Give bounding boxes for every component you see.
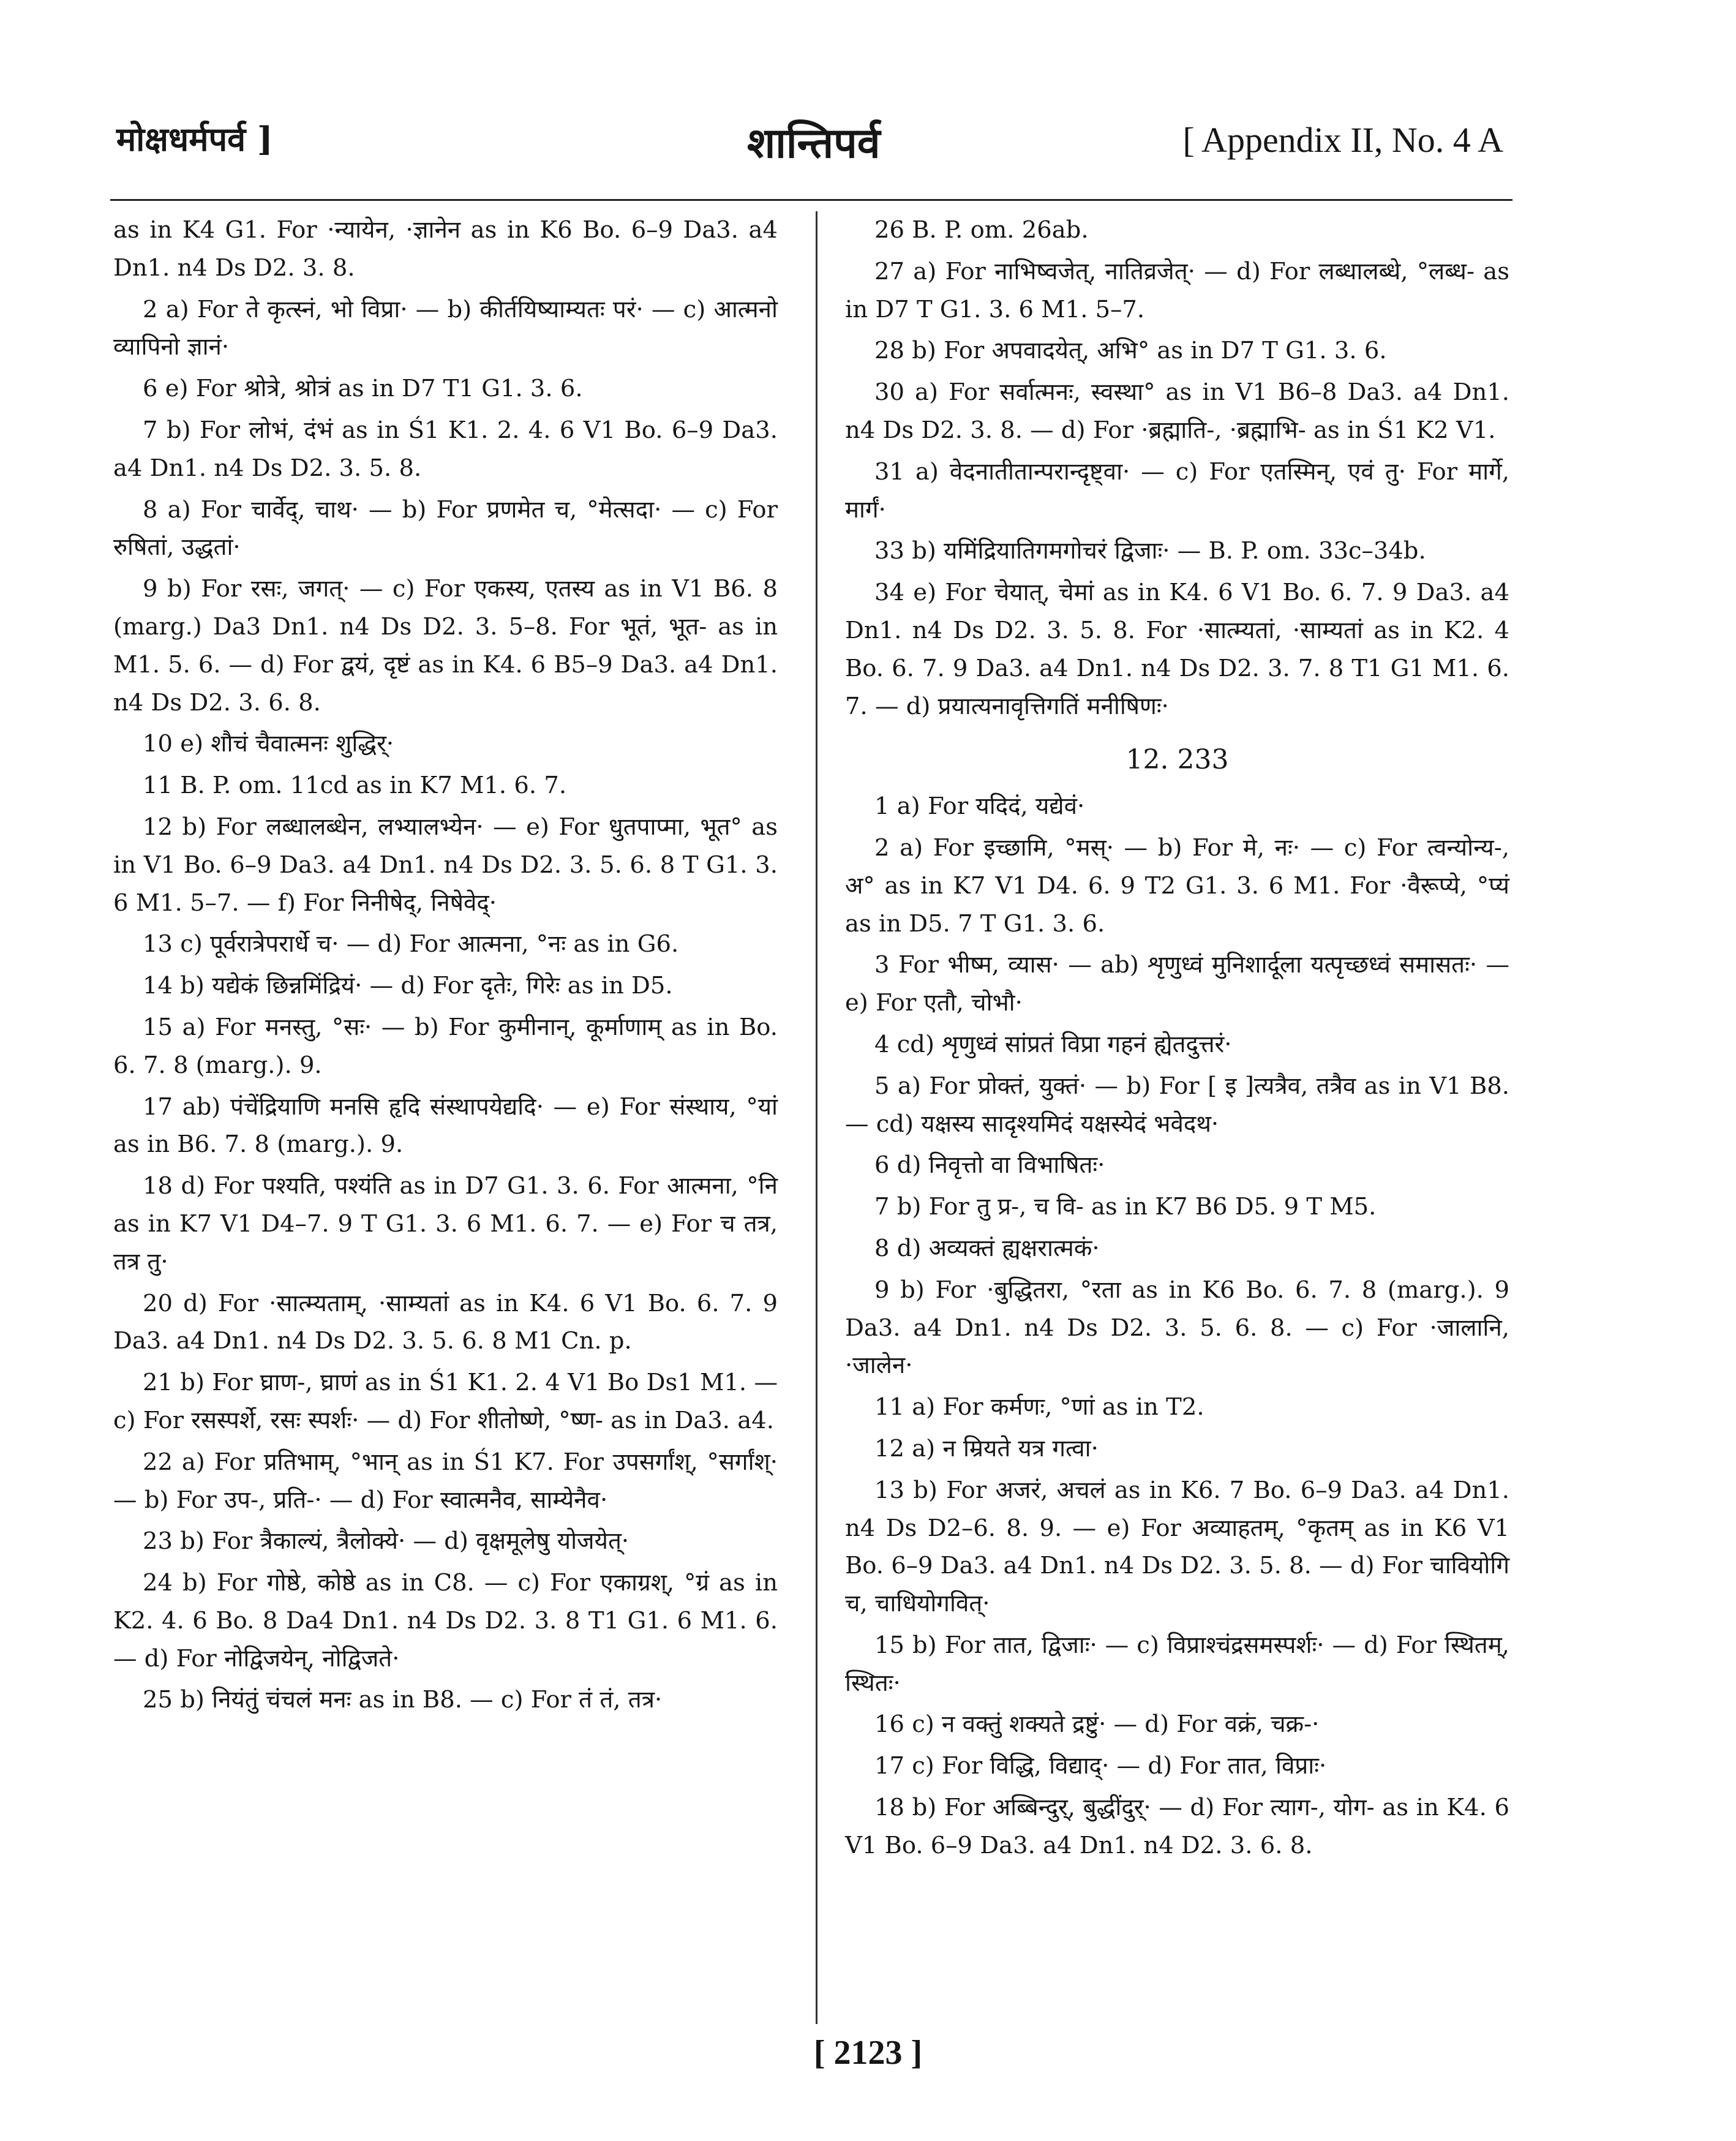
- note-entry: as in K4 G1. For ·न्यायेन, ·ज्ञानेन as in K6 Bo. 6–9 Da3. a4 Dn1. n4 Ds D2. 3. 8.: [113, 216, 778, 282]
- note-entry: 22 a) For प्रतिभाम्, °भान् as in Ś1 K7. For उपसर्गांश्, °सर्गांश्· — b) For उप-, प्रति-· — d) For स्वात्मनैव, साम्येनैव·: [113, 1448, 778, 1514]
- note-entry: 7 b) For तु प्र-, च वि- as in K7 B6 D5. 9 T M5.: [874, 1193, 1377, 1221]
- note-entry: 23 b) For त्रैकाल्यं, त्रैलोक्ये· — d) वृक्षमूलेषु योजयेत्·: [143, 1527, 629, 1556]
- note-entry: 5 a) For प्रोक्तं, युक्तं· — b) For [ इ ]त्यत्रैव, तत्रैव as in V1 B8. — cd) यक्षस्य सादृश्यमिदं यक्षस्येदं भवेदथ·: [845, 1072, 1509, 1138]
- note-entry: 9 b) For रसः, जगत्· — c) For एकस्य, एतस्य as in V1 B6. 8 (marg.) Da3 Dn1. n4 Ds D2. 3. 5–8. For भूतं, भूत- as in M1. 5. 6. — d) For द्वयं, दृष्टं as in K4. 6 B5–9 Da3. a4 Dn1. n4 Ds D2. 3. 6. 8.: [113, 575, 778, 717]
- note-entry: 2 a) For ते कृत्स्नं, भो विप्रा· — b) कीर्तयिष्याम्यतः परं· — c) आत्मनो व्यापिनो ज्ञानं·: [113, 295, 778, 361]
- column-divider: [816, 211, 817, 2024]
- note-entry: 33 b) यमिंद्रियातिगमगोचरं द्विजाः· — B. P. om. 33c–34b.: [874, 537, 1426, 565]
- left-column: [113, 211, 778, 1723]
- note-entry: 3 For भीष्म, व्यास· — ab) शृणुध्वं मुनिशार्दूला यत्पृच्छध्वं समासतः· — e) For एतौ, चोभौ·: [845, 951, 1509, 1017]
- note-entry: 9 b) For ·बुद्धितरा, °रता as in K6 Bo. 6. 7. 8 (marg.). 9 Da3. a4 Dn1. n4 Ds D2. 3. 5. 6. 8. — c) For ·जालानि, ·जालेन·: [845, 1276, 1509, 1380]
- note-entry: 2 a) For इच्छामि, °मस्· — b) For मे, नः· — c) For त्वन्योन्य-, अ° as in K7 V1 D4. 6. 9 T2 G1. 3. 6 M1. For ·वैरूप्ये, °प्यं as in D5. 7 T G1. 3. 6.: [845, 833, 1509, 938]
- note-entry: 11 a) For कर्मणः, °णां as in T2.: [874, 1393, 1204, 1421]
- note-entry: 28 b) For अपवादयेत्, अभि° as in D7 T G1. 3. 6.: [874, 337, 1387, 365]
- header-rule: [110, 199, 1512, 201]
- note-entry: 17 ab) पंचेंद्रियाणि मनसि हृदि संस्थापयेद्यदि· — e) For संस्थाय, °यां as in B6. 7. 8 (marg.). 9.: [113, 1093, 778, 1159]
- section-number: 12. 233: [1125, 744, 1229, 776]
- note-entry: 4 cd) शृणुध्वं सांप्रतं विप्रा गहनं ह्येतदुत्तरं·: [874, 1030, 1232, 1058]
- note-entry: 25 b) नियंतुं चंचलं मनः as in B8. — c) For तं तं, तत्र·: [143, 1686, 663, 1714]
- running-head-section: मोक्षधर्मपर्व ]: [116, 119, 273, 159]
- note-entry: 34 e) For चेयात्, चेमां as in K4. 6 V1 Bo. 6. 7. 9 Da3. a4 Dn1. n4 Ds D2. 3. 5. 8. For ·सात्म्यतां, ·साम्यतां as in K2. 4 Bo. 6. 7. 9 Da3. a4 Dn1. n4 Ds D2. 3. 7. 8 T1 G1 M1. 6. 7. — d) प्रयात्यनावृत्तिगतिं मनीषिणः·: [845, 579, 1509, 720]
- note-entry: 16 c) न वक्तुं शक्यते द्रष्टुं· — d) For वक्रं, चक्र-·: [874, 1710, 1320, 1739]
- note-entry: 15 b) For तात, द्विजाः· — c) विप्राश्चंद्रसमस्पर्शः· — d) For स्थितम्, स्थितः·: [845, 1631, 1509, 1697]
- note-entry: 24 b) For गोष्ठे, कोष्ठे as in C8. — c) For एकाग्रश्, °ग्रं as in K2. 4. 6 Bo. 8 Da4 Dn1. n4 Ds D2. 3. 8 T1 G1. 6 M1. 6. — d) For नोद्विजयेन्, नोद्विजते·: [113, 1569, 778, 1673]
- note-entry: 7 b) For लोभं, दंभं as in Ś1 K1. 2. 4. 6 V1 Bo. 6–9 Da3. a4 Dn1. n4 Ds D2. 3. 5. 8.: [113, 416, 778, 482]
- note-entry: 30 a) For सर्वात्मनः, स्वस्था° as in V1 B6–8 Da3. a4 Dn1. n4 Ds D2. 3. 8. — d) For ·ब्रह्माति-, ·ब्रह्माभि- as in Ś1 K2 V1.: [845, 378, 1509, 444]
- note-entry: 12 a) न म्रियते यत्र गत्वा·: [874, 1434, 1099, 1462]
- note-entry: 26 B. P. om. 26ab.: [874, 216, 1089, 244]
- running-head-appendix: [ Appendix II, No. 4 A: [1182, 120, 1503, 160]
- note-entry: 27 a) For नाभिष्वजेत्, नातिव्रजेत्· — d) For लब्धालब्धे, °लब्ध- as in D7 T G1. 3. 6 M1. 5–7.: [845, 257, 1509, 323]
- note-entry: 6 d) निवृत्तो वा विभाषितः·: [874, 1151, 1105, 1180]
- note-entry: 14 b) यद्येकं छिन्नमिंद्रियं· — d) For दृतेः, गिरेः as in D5.: [143, 972, 673, 1000]
- page-number: [ 2123 ]: [813, 2034, 923, 2072]
- note-entry: 13 c) पूर्वरात्रेपरार्धे च· — d) For आत्मना, °नः as in G6.: [143, 930, 679, 958]
- note-entry: 17 c) For विद्धि, विद्याद्· — d) For तात, विप्राः·: [874, 1752, 1327, 1780]
- note-entry: 21 b) For घ्राण-, घ्राणं as in Ś1 K1. 2. 4 V1 Bo Ds1 M1. — c) For रसस्पर्शे, रसः स्पर्शः· — d) For शीतोष्णे, °ष्ण- as in Da3. a4.: [113, 1369, 778, 1434]
- note-entry: 11 B. P. om. 11cd as in K7 M1. 6. 7.: [143, 772, 567, 800]
- note-entry: 31 a) वेदनातीतान्परान्दृष्ट्वा· — c) For एतस्मिन्, एवं तु· For मार्गे, मार्गं·: [845, 457, 1509, 524]
- note-entry: 10 e) शौचं चैवात्मनः शुद्धिर्·: [143, 730, 394, 758]
- note-entry: 18 d) For पश्यति, पश्यंति as in D7 G1. 3. 6. For आत्मना, °नि as in K7 V1 D4–7. 9 T G1. 3. 6 M1. 6. 7. — e) For च तत्र, तत्र तु·: [113, 1172, 778, 1276]
- right-column: [845, 211, 1509, 1868]
- note-entry: 15 a) For मनस्तु, °सः· — b) For कुमीनान्, कूर्माणाम् as in Bo. 6. 7. 8 (marg.). 9.: [113, 1013, 778, 1079]
- note-entry: 1 a) For यदिदं, यद्येवं·: [874, 792, 1085, 821]
- note-entry: 20 d) For ·सात्म्यताम्, ·साम्यतां as in K4. 6 V1 Bo. 6. 7. 9 Da3. a4 Dn1. n4 Ds D2. 3. 5. 6. 8 M1 Cn. p.: [113, 1289, 778, 1355]
- note-entry: 6 e) For श्रोत्रे, श्रोत्रं as in D7 T1 G1. 3. 6.: [143, 375, 583, 403]
- note-entry: 8 a) For चार्वेद्, चाथ· — b) For प्रणमेत च, °मेत्सदा· — c) For रुषितां, उद्धतां·: [113, 495, 778, 562]
- note-entry: 12 b) For लब्धालब्धेन, लभ्यालभ्येन· — e) For धुतपाप्मा, भूत° as in V1 Bo. 6–9 Da3. a4 Dn1. n4 Ds D2. 3. 5. 6. 8 T G1. 3. 6 M1. 5–7. — f) For निनीषेद्, निषेवेद्·: [113, 813, 778, 917]
- note-entry: 13 b) For अजरं, अचलं as in K6. 7 Bo. 6–9 Da3. a4 Dn1. n4 Ds D2–6. 8. 9. — e) For अव्याहतम्, °कृतम् as in K6 V1 Bo. 6–9 Da3. a4 Dn1. n4 Ds D2. 3. 5. 8. — d) For चावियोगि च, चाधियोगवित्·: [845, 1476, 1509, 1618]
- note-entry: 8 d) अव्यक्तं ह्यक्षरात्मकं·: [874, 1234, 1100, 1262]
- note-entry: 18 b) For अब्बिन्दुर्, बुद्धींदुर्· — d) For त्याग-, योग- as in K4. 6 V1 Bo. 6–9 Da3. a4 Dn1. n4 D2. 3. 6. 8.: [845, 1794, 1509, 1859]
- running-head-title: शान्तिपर्व: [747, 119, 881, 168]
